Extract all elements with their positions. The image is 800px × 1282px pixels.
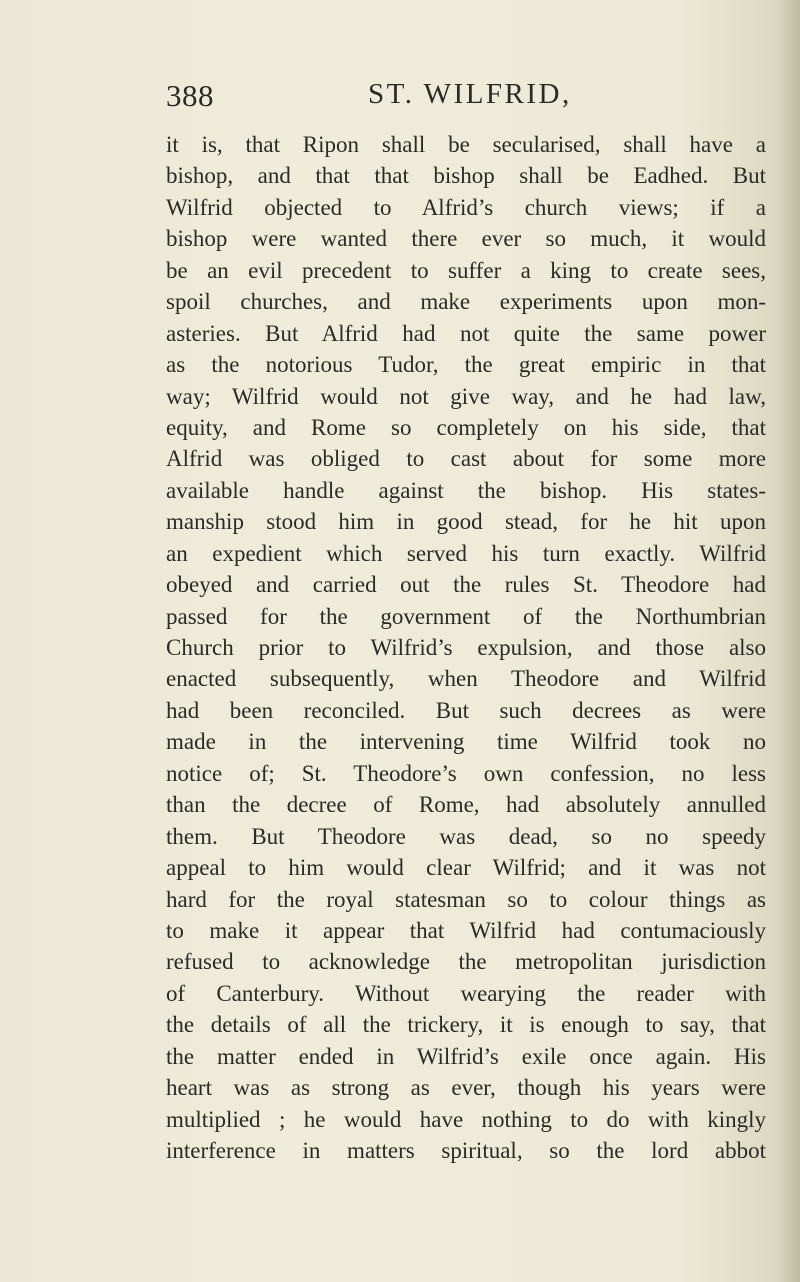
text-line: refused to acknowledge the metropolitan jurisdiction	[166, 949, 766, 975]
text-line: multiplied ; he would have nothing to do with kingly	[166, 1106, 766, 1132]
text-line: as the notorious Tudor, the great empiric in that	[166, 352, 766, 378]
text-line: way; Wilfrid would not give way, and he had law,	[166, 383, 766, 409]
text-line: Wilfrid objected to Alfrid’s church views; if a	[166, 194, 766, 220]
text-line: interference in matters spiritual, so the lord abbot	[166, 1138, 766, 1163]
text-line: made in the intervening time Wilfrid took no	[166, 729, 766, 755]
text-line: the details of all the trickery, it is enough to say, that	[166, 1012, 766, 1038]
text-line: than the decree of Rome, had absolutely annulled	[166, 792, 766, 818]
text-line: had been reconciled. But such decrees as were	[166, 697, 766, 723]
text-line: manship stood him in good stead, for he hit upon	[166, 509, 766, 535]
text-line: hard for the royal statesman so to colour things as	[166, 886, 766, 912]
text-line: to make it appear that Wilfrid had contumaciously	[166, 917, 766, 943]
text-line: them. But Theodore was dead, so no speedy	[166, 823, 766, 849]
text-line: notice of; St. Theodore’s own confession, no less	[166, 760, 766, 786]
body-text	[166, 129, 766, 1166]
text-line: of Canterbury. Without wearying the reader with	[166, 980, 766, 1006]
text-line: an expedient which served his turn exactly. Wilfrid	[166, 540, 766, 566]
text-line: enacted subsequently, when Theodore and Wilfrid	[166, 666, 766, 692]
text-line: the matter ended in Wilfrid’s exile once again. His	[166, 1043, 766, 1069]
text-line: asteries. But Alfrid had not quite the same power	[166, 320, 766, 346]
text-line: equity, and Rome so completely on his side, that	[166, 414, 766, 440]
text-line: bishop, and that that bishop shall be Eadhed. But	[166, 163, 766, 189]
page-number: 388	[166, 78, 214, 113]
text-line: spoil churches, and make experiments upon mon-	[166, 289, 766, 315]
page-edge-shadow	[778, 0, 800, 1282]
text-line: be an evil precedent to suffer a king to create sees,	[166, 257, 766, 283]
text-line: it is, that Ripon shall be secularised, shall have a	[166, 132, 766, 157]
running-title: ST. WILFRID,	[368, 78, 572, 110]
text-line: Alfrid was obliged to cast about for some more	[166, 446, 766, 472]
text-line: Church prior to Wilfrid’s expulsion, and those also	[166, 635, 766, 660]
text-line: bishop were wanted there ever so much, it would	[166, 226, 766, 252]
text-line: appeal to him would clear Wilfrid; and it was not	[166, 855, 766, 881]
text-line: available handle against the bishop. His states-	[166, 477, 766, 503]
text-line: passed for the government of the Northumbrian	[166, 603, 766, 629]
text-line: heart was as strong as ever, though his years were	[166, 1075, 766, 1101]
text-line: obeyed and carried out the rules St. Theodore had	[166, 572, 766, 598]
running-head	[166, 78, 766, 122]
